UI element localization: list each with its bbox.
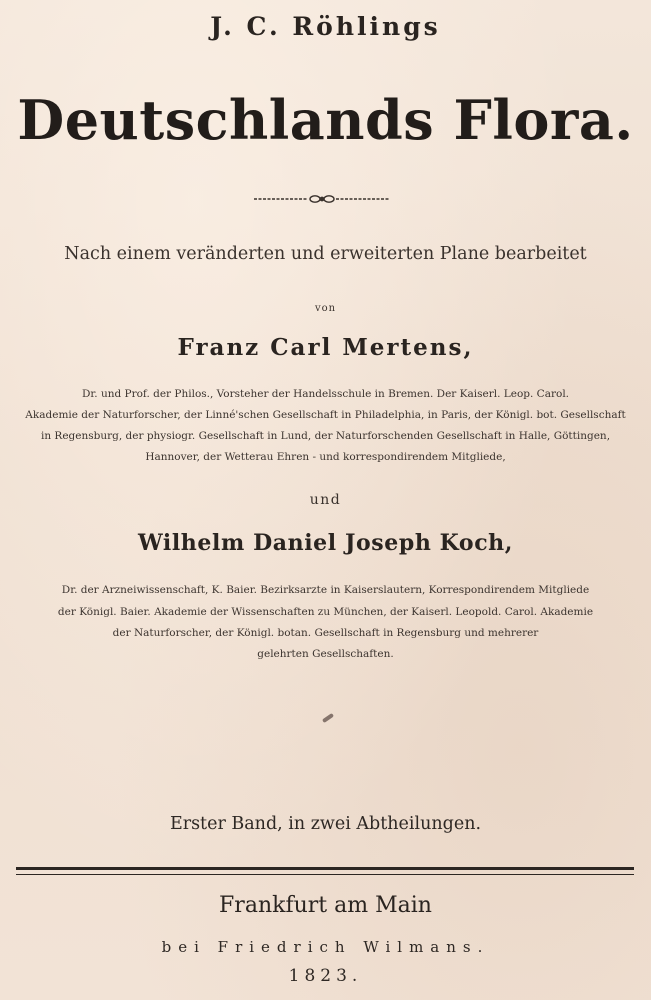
und-label: und bbox=[309, 492, 342, 508]
imprint-place: Frankfurt am Main bbox=[219, 893, 432, 918]
author-koch-affiliation-line: gelehrten Gesellschaften. bbox=[257, 648, 394, 660]
imprint-publisher: bei Friedrich Wilmans. bbox=[161, 938, 490, 956]
author-mertens-affiliation-line: Dr. und Prof. der Philos., Vorsteher der Handelsschule in Bremen. Der Kaiserl. Leop. Carol. bbox=[81, 388, 570, 400]
author-koch-affiliation-line: der Königl. Baier. Akademie der Wissenschaften zu München, der Kaiserl. Leopold. Carol. Akademie bbox=[57, 606, 594, 618]
author-mertens-affiliation-line: in Regensburg, der physiogr. Gesellschaft in Lund, der Naturforschenden Gesellschaft in Halle, Göttingen, bbox=[40, 430, 611, 442]
subtitle: Nach einem veränderten und erweiterten Plane bearbeitet bbox=[64, 244, 587, 264]
author-koch-affiliation-line: Dr. der Arzneiwissenschaft, K. Baier. Bezirksarzte in Kaiserslautern, Korrespondirendem Mitgliede bbox=[61, 584, 590, 596]
book-title: Deutschlands Flora. bbox=[17, 88, 634, 152]
author-koch-affiliation-line: der Naturforscher, der Königl. botan. Gesellschaft in Regensburg und mehrerer bbox=[112, 627, 539, 639]
author-koch-name: Wilhelm Daniel Joseph Koch, bbox=[137, 530, 514, 556]
author-mertens-affiliation-line: Hannover, der Wetterau Ehren - und korrespondirendem Mitgliede, bbox=[145, 451, 506, 463]
volume-statement: Erster Band, in zwei Abtheilungen. bbox=[169, 814, 482, 834]
author-mertens-name: Franz Carl Mertens, bbox=[177, 334, 474, 361]
von-label: von bbox=[314, 303, 337, 314]
author-heading: J. C. Röhlings bbox=[210, 12, 441, 41]
ink-smudge bbox=[322, 713, 334, 723]
imprint-year: 1823. bbox=[288, 966, 363, 986]
author-mertens-affiliation-line: Akademie der Naturforscher, der Linné'schen Gesellschaft in Philadelphia, in Paris, der Königl. bot. Gesellschaft bbox=[25, 409, 626, 421]
ornament-divider-icon bbox=[252, 192, 392, 206]
divider-rule-thin bbox=[16, 874, 634, 875]
divider-rule-thick bbox=[16, 867, 634, 870]
